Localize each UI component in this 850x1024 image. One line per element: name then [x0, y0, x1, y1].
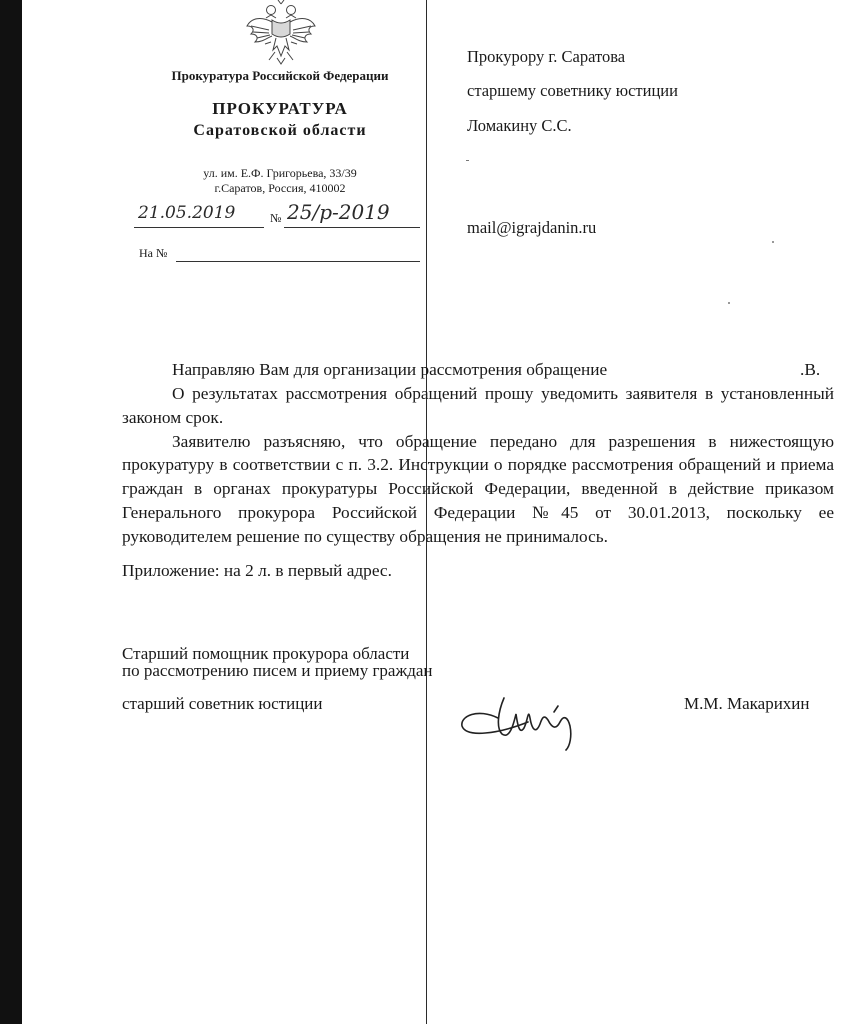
recipient-line3: Ломакину С.С.	[467, 116, 572, 135]
reply-to-underline	[176, 261, 420, 262]
paragraph-1-text: Направляю Вам для организации рассмотрения обращение	[172, 360, 608, 379]
sender-org-line: Прокуратура Российской Федерации	[171, 68, 389, 83]
signer-rank: старший советник юстиции	[122, 694, 323, 713]
sender-address-line1: ул. им. Е.Ф. Григорьева, 33/39	[203, 166, 357, 180]
handwritten-signature	[458, 678, 608, 754]
scan-speck	[728, 302, 730, 304]
signer-position-line1: Старший помощник прокурора области	[122, 644, 410, 663]
outgoing-date: 21.05.2019	[138, 203, 236, 223]
coat-of-arms-emblem	[245, 0, 317, 66]
scan-edge-shadow	[0, 0, 22, 1024]
sender-office-title: ПРОКУРАТУРА	[212, 99, 348, 118]
outgoing-number-label: №	[270, 211, 282, 225]
number-underline	[284, 227, 420, 228]
signer-position-line2: по рассмотрению писем и приему граждан	[122, 661, 433, 680]
sender-office-region: Саратовской области	[193, 122, 367, 139]
recipient-line2: старшему советнику юстиции	[467, 81, 678, 100]
scan-speck	[772, 241, 774, 243]
recipient-email: mail@igrajdanin.ru	[467, 218, 597, 237]
sender-address-line2: г.Саратов, Россия, 410002	[214, 181, 346, 195]
reply-to-label: На №	[139, 246, 168, 260]
scan-speck	[466, 160, 469, 161]
date-underline	[134, 227, 264, 228]
letter-body	[122, 358, 834, 582]
paragraph-2: О результатах рассмотрения обращений прошу уведомить заявителя в установленный законом срок.	[122, 384, 834, 427]
paragraph-1-suffix: .В.	[800, 360, 821, 379]
paragraph-3: Заявителю разъясняю, что обращение передано для разрешения в нижестоящую прокуратуру в соответствии с п. 3.2. Инструкции о порядке рассмотрения обращений и приема граждан в органах прокуратуры Российской Федерации, введенной в действие приказом Генерального прокурора Российской Федерации №45 от 30.01.2013, поскольку ее руководителем решение по существу обращения не принималось.	[122, 431, 834, 546]
paragraph-1	[122, 358, 834, 382]
outgoing-number: 25/р-2019	[287, 200, 390, 224]
signer-name: М.М. Макарихин	[684, 694, 810, 713]
recipient-line1: Прокурору г. Саратова	[467, 47, 626, 66]
attachment-note: Приложение: на 2 л. в первый адрес.	[122, 560, 392, 580]
